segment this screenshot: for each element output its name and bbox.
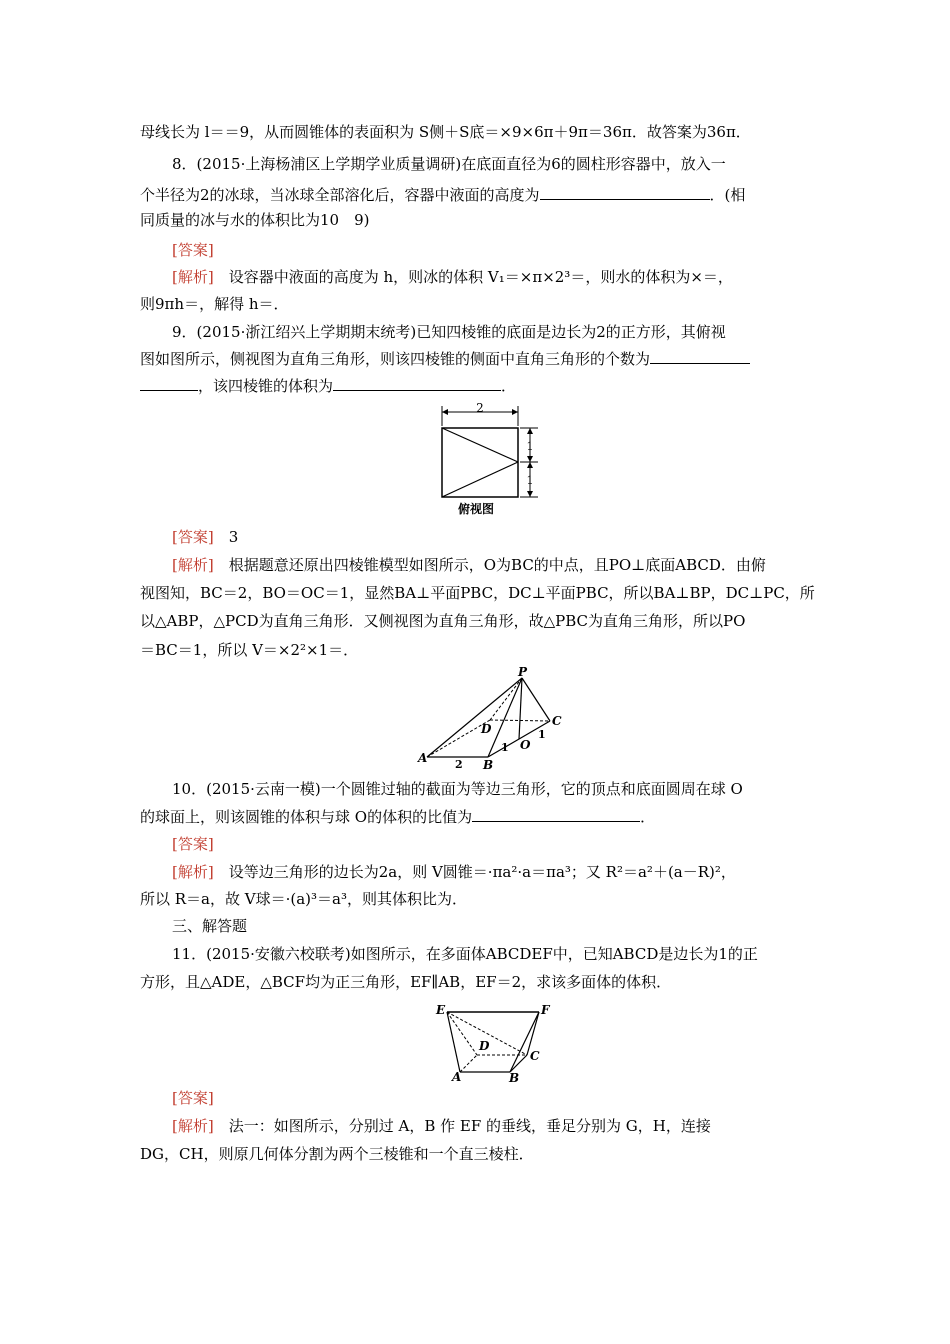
text-line: DG，CH，则原几何体分割为两个三棱锥和一个直三棱柱．: [140, 1145, 534, 1163]
answer-label: [答案]: [172, 835, 214, 853]
vertex-label: O: [520, 738, 531, 752]
analysis-label: [解析]: [172, 863, 214, 881]
text-span: 个半径为2的冰球，当冰球全部溶化后，容器中液面的高度为: [140, 186, 540, 204]
text-span: ．(相: [709, 186, 746, 204]
vertex-label: E: [436, 1003, 446, 1017]
question-11-line: 11．(2015·安徽六校联考)如图所示，在多面体ABCDEF中，已知ABCD是边长为1的正: [172, 945, 758, 963]
text-line: ＝BC＝1，所以 V＝×2²×1＝．: [140, 641, 359, 659]
question-10-line: 10．(2015·云南一模)一个圆锥过轴的截面为等边三角形，它的顶点和底面圆周在球 O: [172, 780, 743, 798]
top-view-figure: [410, 400, 545, 520]
text-line: [140, 185, 820, 205]
answer-blank: [650, 349, 750, 364]
section-heading: 三、解答题: [172, 917, 248, 935]
text-line: 以△ABP，△PCD为直角三角形．又侧视图为直角三角形，故△PBC为直角三角形，所以PO: [140, 612, 746, 630]
polyhedron-figure: [432, 1000, 552, 1082]
vertex-label: A: [452, 1070, 462, 1082]
text-line: 方形，且△ADE，△BCF均为正三角形，EF∥AB，EF＝2，求该多面体的体积．: [140, 973, 672, 991]
text-line: [172, 1116, 852, 1136]
text-span: ．: [501, 377, 517, 395]
vertex-label: P: [518, 665, 528, 679]
length-label: 2: [455, 758, 463, 770]
answer-blank: [472, 807, 640, 822]
answer-blank: [540, 185, 710, 200]
dimension-label: 1: [526, 474, 534, 487]
text-span: 的球面上，则该圆锥的体积与球 O的体积的比值为: [140, 808, 473, 826]
text-span: ，该四棱锥的体积为: [198, 377, 334, 395]
text-span: 根据题意还原出四棱锥模型如图所示，O为BC的中点，且PO⊥底面ABCD．由俯: [213, 556, 766, 574]
text-line: [172, 527, 852, 547]
length-label: 1: [538, 728, 546, 741]
answer-blank: [140, 376, 198, 391]
answer-label: [答案]: [172, 1089, 214, 1107]
vertex-label: B: [509, 1071, 520, 1082]
text-span: 设等边三角形的边长为2a，则 V圆锥＝·πa²·a＝πa³；又 R²＝a²＋(a－R)²，: [213, 863, 736, 881]
text-span: 设容器中液面的高度为 h，则冰的体积 V₁＝×π×2³＝，则水的体积为×＝，: [213, 268, 733, 286]
analysis-label: [解析]: [172, 268, 214, 286]
text-line: [172, 555, 852, 575]
text-span: 法一：如图所示，分别过 A，B 作 EF 的垂线，垂足分别为 G，H，连接: [213, 1117, 711, 1135]
text-line: [140, 376, 820, 396]
vertex-label: D: [481, 722, 492, 736]
analysis-label: [解析]: [172, 556, 214, 574]
text-line: 视图知，BC＝2，BO＝OC＝1，显然BA⊥平面PBC，DC⊥平面PBC，所以BA⊥BP，DC⊥PC，所: [140, 584, 815, 602]
text-line: [172, 267, 852, 287]
vertex-label: C: [530, 1049, 540, 1063]
text-line: 母线长为 l＝＝9，从而圆锥体的表面积为 S侧＋S底＝×9×6π＋9π＝36π．故答案为36π．: [140, 123, 751, 141]
question-8-line: 8．(2015·上海杨浦区上学期学业质量调研)在底面直径为6的圆柱形容器中，放入一: [172, 155, 726, 173]
figure-caption: 俯视图: [457, 502, 495, 516]
text-line: 则9πh＝，解得 h＝．: [140, 295, 289, 313]
answer-value: 3: [213, 528, 239, 546]
pyramid-figure: [415, 665, 570, 770]
vertex-label: D: [479, 1039, 490, 1053]
question-9-line: 9．(2015·浙江绍兴上学期期末统考)已知四棱锥的底面是边长为2的正方形，其俯视: [172, 323, 726, 341]
dimension-label: 1: [526, 440, 534, 453]
text-line: 同质量的冰与水的体积比为10 9): [140, 211, 370, 229]
vertex-label: B: [483, 758, 494, 770]
vertex-label: A: [418, 751, 428, 765]
text-line: [140, 349, 820, 369]
answer-blank: [333, 376, 501, 391]
vertex-label: C: [552, 714, 562, 728]
length-label: 1: [501, 741, 509, 754]
text-line: [172, 862, 852, 882]
text-line: [140, 807, 820, 827]
analysis-label: [解析]: [172, 1117, 214, 1135]
answer-label: [答案]: [172, 241, 214, 259]
text-span: 图如图所示，侧视图为直角三角形，则该四棱锥的侧面中直角三角形的个数为: [140, 350, 651, 368]
vertex-label: F: [541, 1003, 550, 1017]
text-span: ．: [640, 808, 656, 826]
text-line: 所以 R＝a，故 V球＝·(a)³＝a³，则其体积比为．: [140, 890, 467, 908]
dimension-label: 2: [476, 401, 484, 415]
answer-label: [答案]: [172, 528, 214, 546]
